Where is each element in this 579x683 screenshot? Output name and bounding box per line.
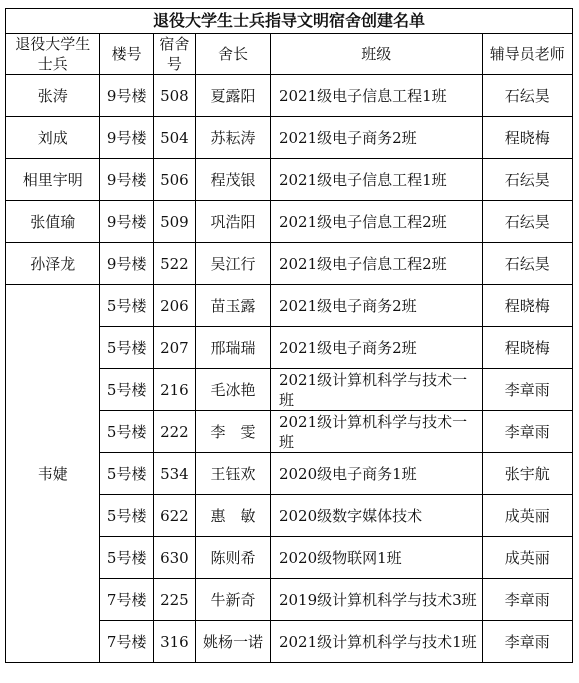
- counselor-cell: 石纭昊: [482, 201, 573, 243]
- title-row: [6, 9, 573, 34]
- counselor-cell: 石纭昊: [482, 75, 573, 117]
- building-cell: 5号楼: [100, 537, 153, 579]
- room-cell: 506: [153, 159, 195, 201]
- header-building: 楼号: [100, 34, 153, 75]
- counselor-cell: 程晓梅: [482, 117, 573, 159]
- class-cell: 2021级电子信息工程2班: [270, 201, 482, 243]
- building-cell: 9号楼: [100, 75, 153, 117]
- class-cell: 2021级计算机科学与技术一班: [270, 411, 482, 453]
- building-cell: 9号楼: [100, 201, 153, 243]
- building-cell: 5号楼: [100, 369, 153, 411]
- building-cell: 5号楼: [100, 495, 153, 537]
- room-cell: 216: [153, 369, 195, 411]
- class-cell: 2021级计算机科学与技术一班: [270, 369, 482, 411]
- soldier-cell: 刘成: [6, 117, 100, 159]
- class-cell: 2021级电子信息工程1班: [270, 75, 482, 117]
- leader-cell: 邢瑞瑞: [195, 327, 270, 369]
- room-cell: 316: [153, 621, 195, 663]
- building-cell: 9号楼: [100, 117, 153, 159]
- table-row: [6, 243, 573, 285]
- leader-cell: 苏耘涛: [195, 117, 270, 159]
- class-cell: 2021级电子信息工程2班: [270, 243, 482, 285]
- header-row: [6, 34, 573, 75]
- class-cell: 2021级电子商务2班: [270, 285, 482, 327]
- counselor-cell: 成英丽: [482, 537, 573, 579]
- room-cell: 207: [153, 327, 195, 369]
- document-page: [5, 8, 573, 663]
- table-row: [6, 75, 573, 117]
- header-leader: 舍长: [195, 34, 270, 75]
- leader-cell: 陈则希: [195, 537, 270, 579]
- table-row: [6, 159, 573, 201]
- room-cell: 630: [153, 537, 195, 579]
- counselor-cell: 程晓梅: [482, 327, 573, 369]
- building-cell: 5号楼: [100, 285, 153, 327]
- leader-cell: 王钰欢: [195, 453, 270, 495]
- room-cell: 222: [153, 411, 195, 453]
- room-cell: 534: [153, 453, 195, 495]
- soldier-cell: 孙泽龙: [6, 243, 100, 285]
- leader-cell: 吴江行: [195, 243, 270, 285]
- header-room: 宿舍号: [153, 34, 195, 75]
- building-cell: 9号楼: [100, 243, 153, 285]
- building-cell: 5号楼: [100, 411, 153, 453]
- counselor-cell: 张宇航: [482, 453, 573, 495]
- class-cell: 2020级电子商务1班: [270, 453, 482, 495]
- counselor-cell: 李章雨: [482, 369, 573, 411]
- soldier-cell-merged: 韦婕: [6, 285, 100, 663]
- class-cell: 2021级电子商务2班: [270, 117, 482, 159]
- class-cell: 2019级计算机科学与技术3班: [270, 579, 482, 621]
- room-cell: 509: [153, 201, 195, 243]
- building-cell: 7号楼: [100, 621, 153, 663]
- leader-cell: 惠 敏: [195, 495, 270, 537]
- counselor-cell: 程晓梅: [482, 285, 573, 327]
- building-cell: 5号楼: [100, 327, 153, 369]
- class-cell: 2020级数字媒体技术: [270, 495, 482, 537]
- leader-cell: 程茂银: [195, 159, 270, 201]
- building-cell: 5号楼: [100, 453, 153, 495]
- leader-cell: 巩浩阳: [195, 201, 270, 243]
- table-row: [6, 117, 573, 159]
- leader-cell: 苗玉露: [195, 285, 270, 327]
- table-title: 退役大学生士兵指导文明宿舍创建名单: [6, 9, 573, 34]
- counselor-cell: 李章雨: [482, 621, 573, 663]
- room-cell: 225: [153, 579, 195, 621]
- room-cell: 206: [153, 285, 195, 327]
- table-row: [6, 285, 573, 327]
- soldier-cell: 张涛: [6, 75, 100, 117]
- room-cell: 508: [153, 75, 195, 117]
- header-counselor: 辅导员老师: [482, 34, 573, 75]
- leader-cell: 毛冰艳: [195, 369, 270, 411]
- leader-cell: 姚杨一诺: [195, 621, 270, 663]
- soldier-cell: 张值瑜: [6, 201, 100, 243]
- building-cell: 9号楼: [100, 159, 153, 201]
- table-row: [6, 201, 573, 243]
- counselor-cell: 石纭昊: [482, 243, 573, 285]
- counselor-cell: 石纭昊: [482, 159, 573, 201]
- class-cell: 2020级物联网1班: [270, 537, 482, 579]
- room-cell: 622: [153, 495, 195, 537]
- class-cell: 2021级计算机科学与技术1班: [270, 621, 482, 663]
- dormitory-list-table: [5, 8, 573, 663]
- soldier-cell: 相里宇明: [6, 159, 100, 201]
- leader-cell: 夏露阳: [195, 75, 270, 117]
- room-cell: 522: [153, 243, 195, 285]
- header-soldier: 退役大学生士兵: [6, 34, 100, 75]
- counselor-cell: 李章雨: [482, 579, 573, 621]
- class-cell: 2021级电子信息工程1班: [270, 159, 482, 201]
- counselor-cell: 李章雨: [482, 411, 573, 453]
- counselor-cell: 成英丽: [482, 495, 573, 537]
- leader-cell: 牛新奇: [195, 579, 270, 621]
- building-cell: 7号楼: [100, 579, 153, 621]
- header-class: 班级: [270, 34, 482, 75]
- leader-cell: 李 雯: [195, 411, 270, 453]
- class-cell: 2021级电子商务2班: [270, 327, 482, 369]
- room-cell: 504: [153, 117, 195, 159]
